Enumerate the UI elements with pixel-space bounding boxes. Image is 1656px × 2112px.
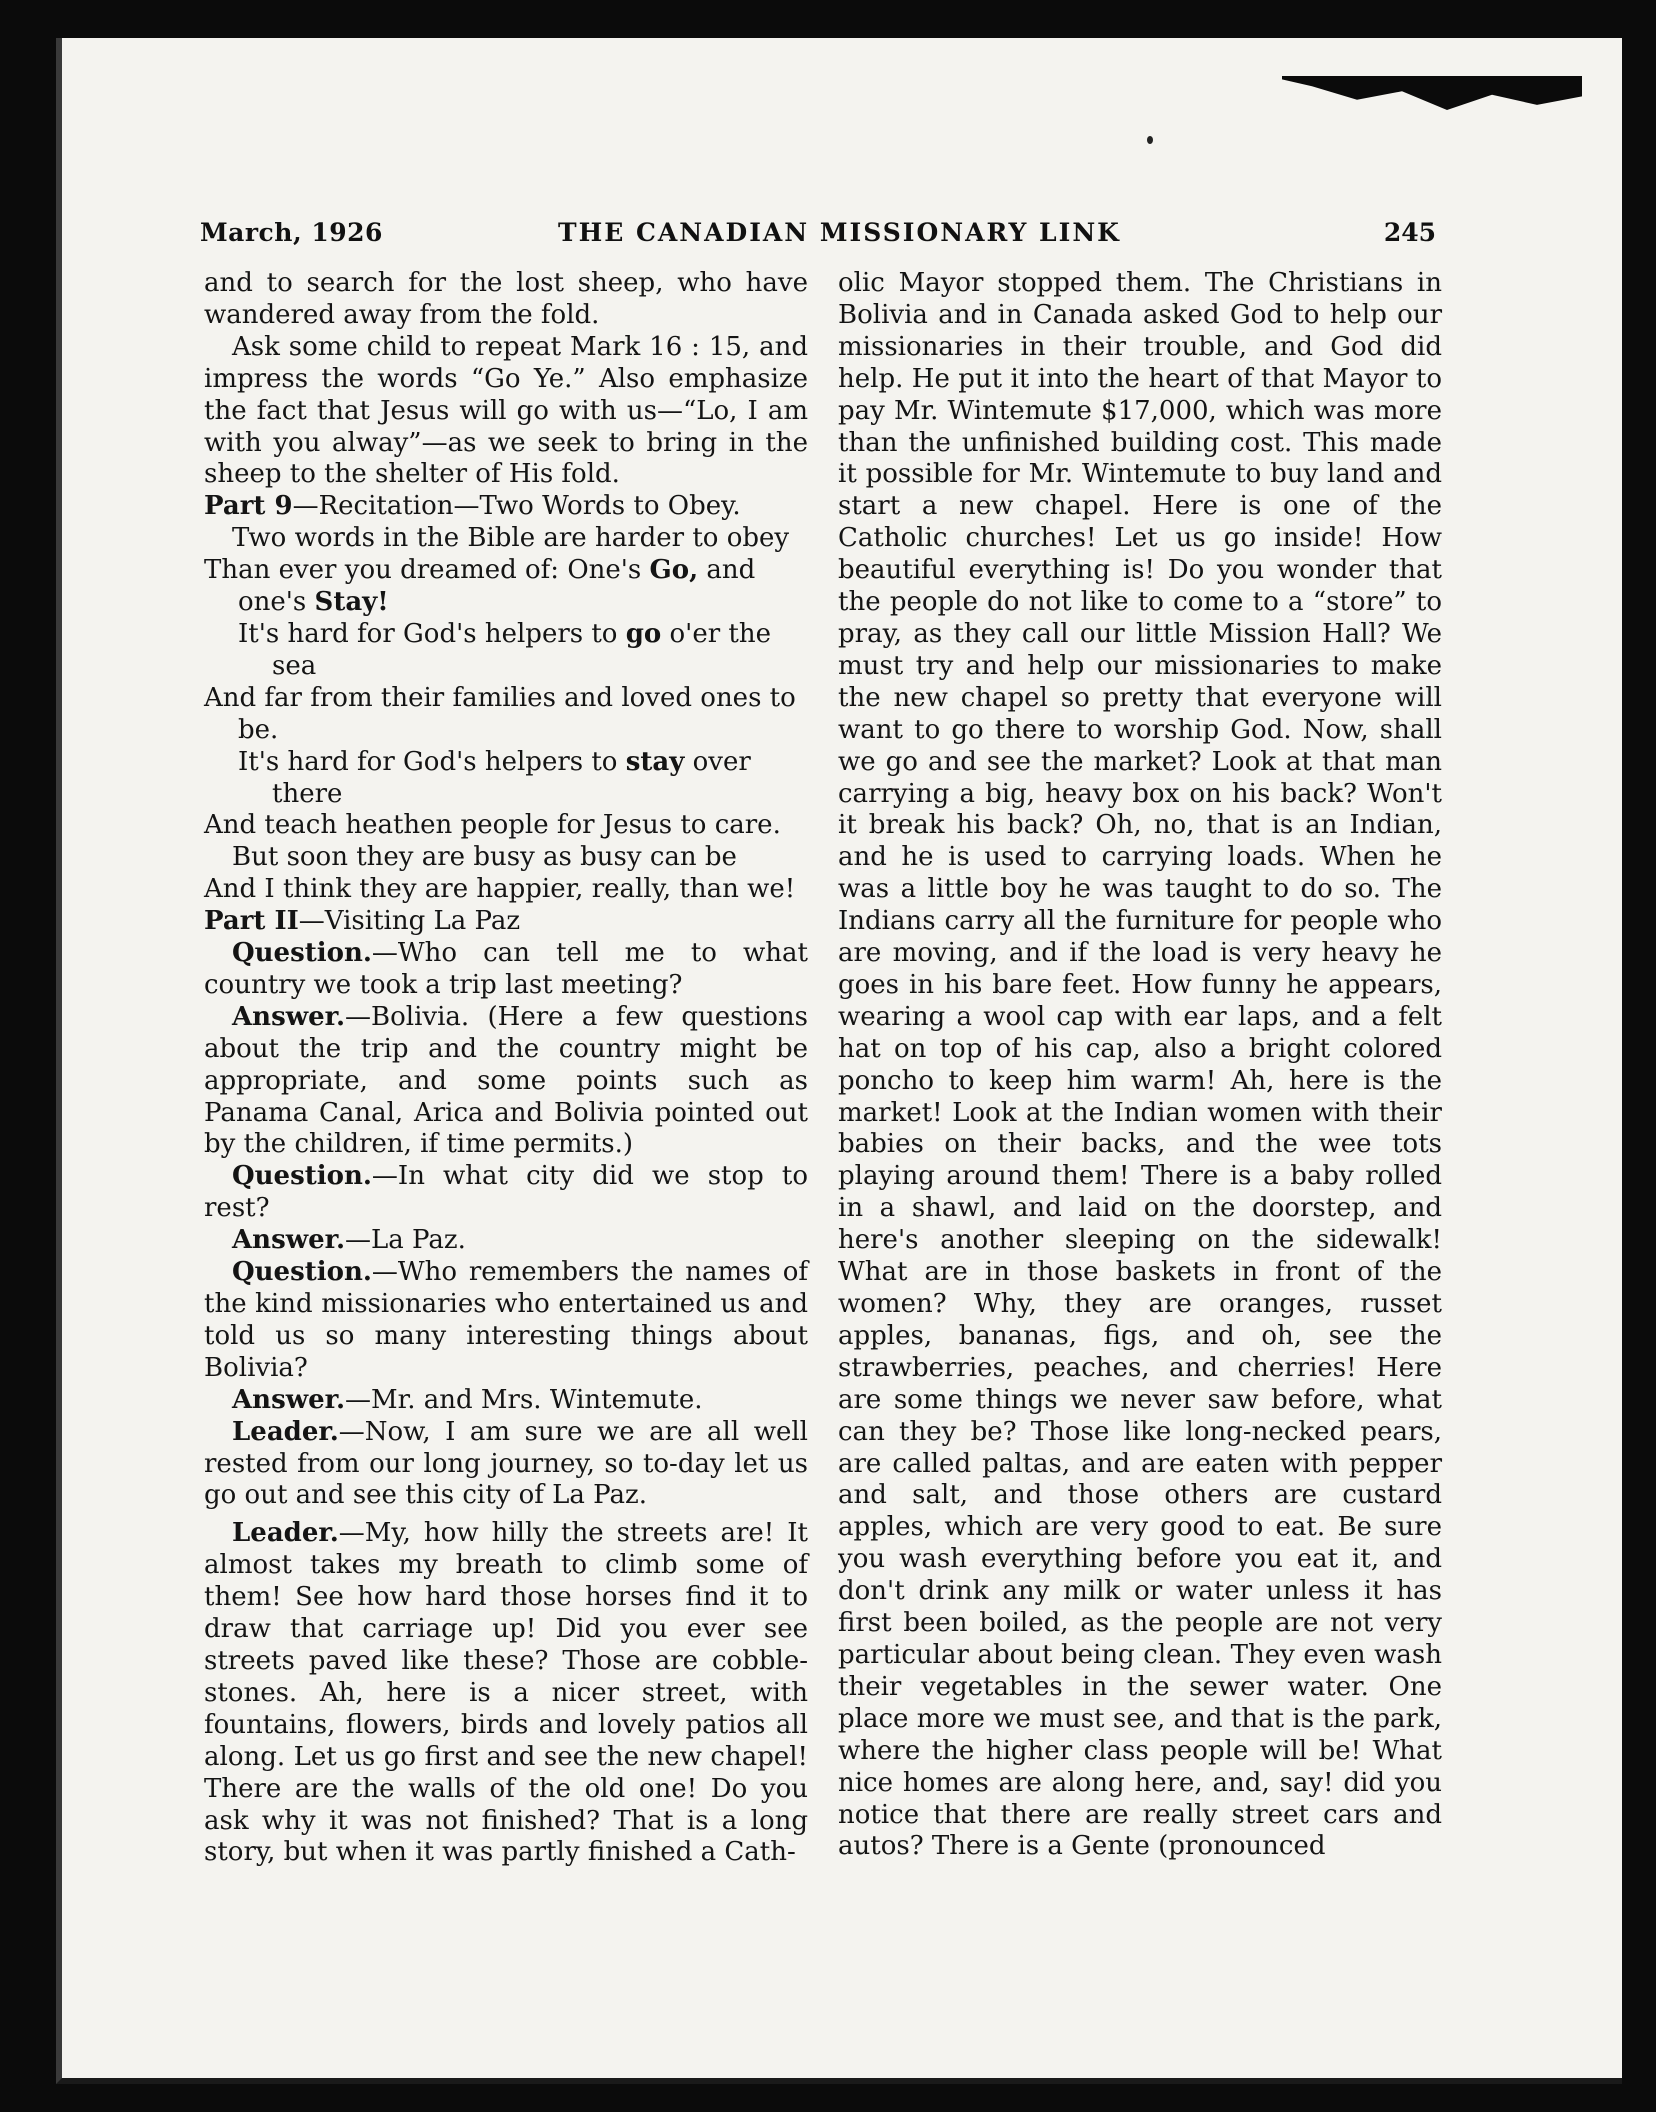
page-number: 245 [1383, 218, 1436, 247]
dialogue-question [204, 1257, 808, 1385]
poem-text: It's hard for God's helpers to [238, 746, 626, 777]
poem-line [204, 555, 808, 619]
poem-line [204, 747, 808, 811]
dialogue-text: —Who can tell me to what country we took a trip last meeting? [204, 938, 808, 1000]
poem-line: And I think they are happier, really, than we! [204, 874, 796, 905]
ink-speck [1147, 136, 1153, 144]
dialogue-text: —Now, I am sure we are all well rested from our long journey, so to-day let us go out and see this city of La Paz. [204, 1416, 808, 1511]
speaker-label: Answer. [232, 1225, 346, 1256]
poem-line: And teach heathen people for Jesus to care. [204, 810, 781, 841]
part-heading [204, 906, 808, 938]
dialogue-text: —Mr. and Mrs. Wintemute. [345, 1384, 703, 1415]
poem [204, 523, 808, 906]
poem-text: over there [272, 746, 751, 809]
speaker-label: Question. [232, 1257, 372, 1288]
dialogue-leader [204, 1417, 808, 1513]
left-column [204, 268, 808, 1869]
part-heading [204, 491, 808, 523]
issue-date: March, 1926 [200, 218, 383, 247]
paragraph: and to search for the lost sheep, who have wandered away from the fold. [204, 268, 808, 330]
poem-text: Than ever you dreamed of: One's [204, 555, 650, 586]
poem-emphasis: Go, [649, 555, 699, 586]
speaker-label: Answer. [232, 1384, 346, 1415]
publication-title: THE CANADIAN MISSIONARY LINK [558, 218, 1121, 247]
dialogue-question [204, 1161, 808, 1225]
paragraph: Ask some child to repeat Mark 16 : 15, and impress the words “Go Ye.” Also emphasize the fact that Jesus will go with us—“Lo, I am with you alway”—as we seek to bring in the sheep to the shelter of His fold. [204, 331, 808, 490]
paragraph: olic Mayor stopped them. The Christians in Bolivia and in Canada asked God to help our missionaries in their trouble, and God did help. He put it into the heart of that Mayor to pay Mr. Wintemute $17,000, which was more than the unfinished building cost. This made it possible for Mr. Wintemute to buy land and start a new chapel. Here is one of the Catholic churches! Let us go inside! How beautiful everything is! Do you wonder that the people do not like to come to a “store” to pray, as they call our little Mission Hall? We must try and help our missionaries to make the new chapel so pretty that everyone will want to go there to worship God. Now, shall we go and see the market? Look at that man carrying a big, heavy box on his back? Won't it break his back? Oh, no, that is an Indian, and he is used to carrying loads. When he was a little boy he was taught to do so. The Indians carry all the furniture for people who are moving, and if the load is very heavy he goes in his bare feet. How funny he appears, wearing a wool cap with ear laps, and a felt hat on top of his cap, also a bright colored poncho to keep him warm! Ah, here is the market! Look at the Indian women with their babies on their backs, and the wee tots playing around them! There is a baby rolled in a shawl, and laid on the doorstep, and here's another sleeping on the sidewalk! What are in those baskets in front of the women? Why, they are oranges, russet apples, bananas, figs, and oh, see the strawberries, peaches, and cherries! Here are some things we never saw before, what can they be? Those like long-necked pears, are called paltas, and are eaten with pepper and salt, and those others are custard apples, which are very good to eat. Be sure you wash everything before you eat it, and don't drink any milk or water unless it has first been boiled, as the people are not very particular about being clean. They even wash their vegetables in the sewer water. One place more we must see, and that is the park, where the higher class people will be! What nice homes are along here, and, say! did you notice that there are really street cars and autos? There is a Gente (pronounced [838, 268, 1442, 1862]
dialogue-text: —Bolivia. (Here a few questions about the trip and the country might be appropriate, and some points such as Panama Canal, Arica and Bolivia pointed out by the children, if time permits.) [204, 1001, 808, 1160]
speaker-label: Answer. [232, 1001, 346, 1032]
dialogue-text: —My, how hilly the streets are! It almost takes my breath to climb some of them! See how hard those horses find it to draw that carriage up! Did you ever see streets paved like these? Those are cobble-stones. Ah, here is a nicer street, with fountains, flowers, birds and lovely patios all along. Let us go first and see the new chapel! There are the walls of the old one! Do you ask why it was not finished? That is a long story, but when it was partly finished a Cath- [204, 1518, 808, 1868]
dialogue-text: —In what city did we stop to rest? [204, 1161, 808, 1224]
running-header [200, 218, 1436, 258]
dialogue-answer [204, 1002, 808, 1162]
dialogue-text: —Who remembers the names of the kind missionaries who entertained us and told us so many interesting things about Bolivia? [204, 1257, 808, 1383]
dialogue-question [204, 938, 808, 1002]
poem-line [204, 619, 808, 683]
speaker-label: Leader. [232, 1518, 339, 1549]
speaker-label: Leader. [232, 1416, 339, 1447]
poem-text: and one's [238, 555, 756, 618]
dialogue-answer [204, 1385, 808, 1417]
poem-text: o'er the sea [272, 618, 771, 681]
dialogue-leader [204, 1518, 808, 1869]
part-label: Part 9 [204, 491, 293, 522]
poem-emphasis: stay [625, 746, 685, 777]
poem-emphasis: go [625, 618, 662, 649]
right-column [838, 268, 1442, 1863]
part-title: —Visiting La Paz [298, 906, 521, 937]
poem-line: Two words in the Bible are harder to obey [232, 523, 790, 554]
torn-edge [1282, 76, 1582, 110]
poem-line: But soon they are busy as busy can be [232, 842, 737, 873]
speaker-label: Question. [232, 938, 372, 969]
poem-text: It's hard for God's helpers to [238, 618, 626, 649]
part-label: Part II [204, 906, 299, 937]
speaker-label: Question. [232, 1161, 372, 1192]
poem-line: And far from their families and loved ones to be. [204, 682, 796, 745]
poem-emphasis: Stay! [314, 587, 389, 618]
part-title: —Recitation—Two Words to Obey. [292, 491, 741, 522]
dialogue-text: —La Paz. [345, 1225, 466, 1256]
dialogue-answer [204, 1225, 808, 1257]
